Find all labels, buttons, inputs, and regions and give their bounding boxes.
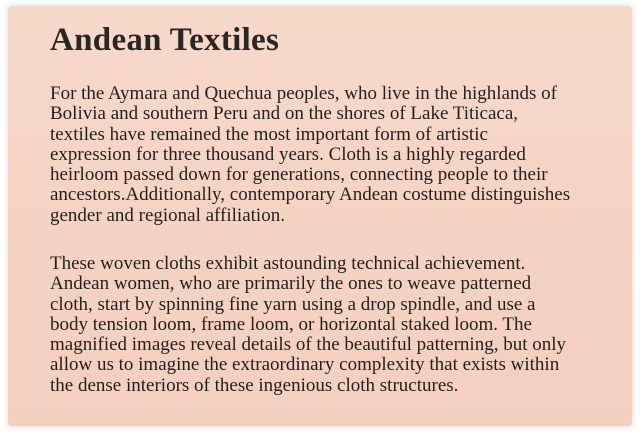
page-title: Andean Textiles (50, 22, 280, 58)
text-line: textiles have remained the most important form of artistic (50, 123, 488, 145)
text-line: allow us to imagine the extraordinary complexity that exists within (50, 354, 560, 376)
text-line: Bolivia and southern Peru and on the shores of Lake Titicaca, (50, 103, 519, 125)
text-line: For the Aymara and Quechua peoples, who live in the highlands of (50, 83, 557, 104)
paragraph-technique (50, 254, 626, 396)
text-line: These woven cloths exhibit astounding technical achievement. (50, 253, 526, 274)
text-line: heirloom passed down for generations, connecting people to their (50, 164, 548, 186)
exhibit-label-panel (8, 6, 632, 426)
text-line: Andean women, who are primarily the ones to weave patterned (50, 273, 532, 295)
text-line: magnified images reveal details of the beautiful patterning, but only (50, 334, 567, 356)
text-line: ancestors.Additionally, contemporary Andean costume distinguishes (50, 184, 571, 206)
text-line: body tension loom, frame loom, or horizontal staked loom. The (50, 313, 532, 335)
text-line: cloth, start by spinning fine yarn using a drop spindle, and use a (50, 293, 536, 315)
text-line: gender and regional affiliation. (50, 204, 285, 226)
text-line: the dense interiors of these ingenious cloth structures. (50, 374, 459, 396)
text-line: expression for three thousand years. Cloth is a highly regarded (50, 143, 526, 165)
paragraph-intro (50, 84, 626, 226)
